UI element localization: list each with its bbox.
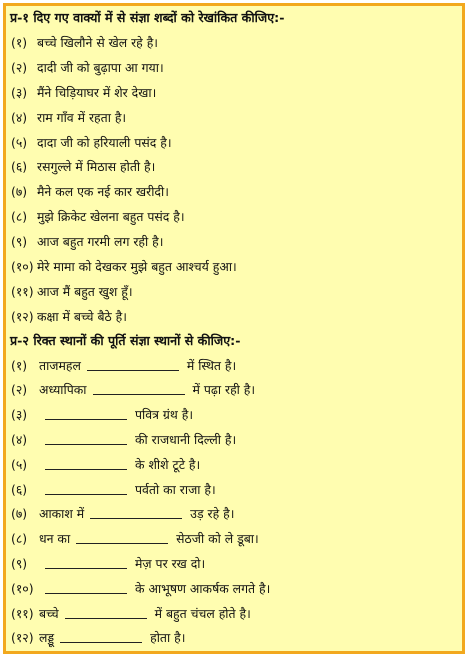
sentence-row [6,179,462,204]
answer-blank[interactable] [45,459,127,470]
text-after-blank: पर्वतो का राजा है। [135,481,216,497]
fill-blank-row [6,625,462,650]
item-number: (८) [11,209,28,225]
answer-blank[interactable] [76,533,168,544]
sentence-text: बच्चे खिलौने से खेल रहे है। [37,34,158,50]
text-after-blank: पवित्र ग्रंथ है। [135,407,194,423]
answer-blank[interactable] [45,434,127,445]
item-number: (११) [11,283,34,299]
fill-blank-row [6,452,462,477]
text-before-blank: धन का [39,531,71,547]
item-number: (६) [11,159,28,175]
item-number: (७) [11,506,28,522]
answer-blank[interactable] [45,583,127,594]
item-number: (८) [11,531,28,547]
item-number: (१) [11,34,28,50]
sentence-text: मुझे क्रिकेट खेलना बहुत पसंद है। [37,209,185,225]
text-before-blank: ताजमहल [39,357,81,373]
fill-blank-row [6,377,462,402]
text-before-blank: लड्डू [39,630,55,646]
sentence-text: कक्षा में बच्चे बैठे है। [37,308,127,324]
item-number: (४) [11,431,28,447]
text-after-blank: मेज़ पर रख दो। [135,555,206,571]
answer-blank[interactable] [60,632,142,643]
sentence-text: मैने कल एक नई कार खरीदी। [37,184,169,200]
text-after-blank: की राजधानी दिल्ली है। [135,431,237,447]
sentence-row [6,130,462,155]
sentence-text: मैंने चिड़ियाघर में शेर देखा। [37,84,157,100]
text-after-blank: उड़ रहे है। [190,506,235,522]
fill-blank-row [6,402,462,427]
item-number: (६) [11,481,28,497]
section-2 [6,329,462,651]
sentence-text: दादा जी को हरियाली पसंद है। [37,134,172,150]
sentence-row [6,30,462,55]
answer-blank[interactable] [45,558,127,569]
item-number: (४) [11,109,28,125]
fill-blank-row [6,576,462,601]
text-after-blank: में बहुत चंचल होते है। [154,605,251,621]
item-number: (१०) [11,258,34,274]
answer-blank[interactable] [45,484,127,495]
answer-blank[interactable] [87,360,179,371]
fill-blank-row [6,353,462,378]
text-before-blank: बच्चे [39,605,59,621]
section-1-heading: प्र-१ दिए गए वाक्यों में से संज्ञा शब्दों को रेखांकित कीजिए:- [10,10,285,25]
item-number: (९) [11,234,28,250]
sentence-row [6,55,462,80]
item-number: (३) [11,84,28,100]
answer-blank[interactable] [45,409,127,420]
sentence-row [6,279,462,304]
item-number: (१) [11,357,28,373]
sentence-row [6,229,462,254]
fill-blank-row [6,427,462,452]
text-after-blank: सेठजी को ले डूबा। [176,531,259,547]
sentence-text: आज मैं बहुत खुश हूँ। [37,283,133,299]
item-number: (११) [11,605,34,621]
sentence-row [6,105,462,130]
sentence-text: आज बहुत गरमी लग रही है। [37,234,164,250]
answer-blank[interactable] [65,608,147,619]
text-before-blank: अध्यापिका [39,382,87,398]
fill-blank-row [6,477,462,502]
answer-blank[interactable] [90,508,182,519]
section-2-heading: प्र-२ रिक्त स्थानों की पूर्ति संज्ञा स्थानों से कीजिए:- [10,332,241,348]
sentence-text: मेरे मामा को देखकर मुझे बहुत आश्चर्य हुआ। [37,258,237,274]
answer-blank[interactable] [93,384,185,395]
sentence-row [6,154,462,179]
item-number: (७) [11,184,28,200]
sentence-row [6,80,462,105]
sentence-text: राम गाँव में रहता है। [37,109,127,125]
text-after-blank: के आभूषण आकर्षक लगते है। [135,580,271,596]
item-number: (१०) [11,580,34,596]
sentence-row [6,254,462,279]
sentence-row [6,304,462,329]
fill-blank-row [6,551,462,576]
item-number: (३) [11,407,28,423]
sentence-text: दादी जी को बुढ़ापा आ गया। [37,59,164,75]
sentence-row [6,204,462,229]
item-number: (५) [11,456,28,472]
text-after-blank: के शीशे टूटे है। [135,456,201,472]
item-number: (१२) [11,630,34,646]
text-after-blank: होता है। [150,630,186,646]
worksheet [3,3,465,654]
sentence-text: रसगुल्ले में मिठास होती है। [37,159,156,175]
item-number: (२) [11,59,28,75]
item-number: (९) [11,555,28,571]
text-after-blank: में पढ़ा रही है। [192,382,256,398]
item-number: (२) [11,382,28,398]
fill-blank-row [6,501,462,526]
text-before-blank: आकाश में [39,506,85,522]
item-number: (१२) [11,308,34,324]
fill-blank-row [6,601,462,626]
fill-blank-row [6,526,462,551]
text-after-blank: में स्थित है। [186,357,237,373]
section-1 [6,6,462,329]
item-number: (५) [11,134,28,150]
